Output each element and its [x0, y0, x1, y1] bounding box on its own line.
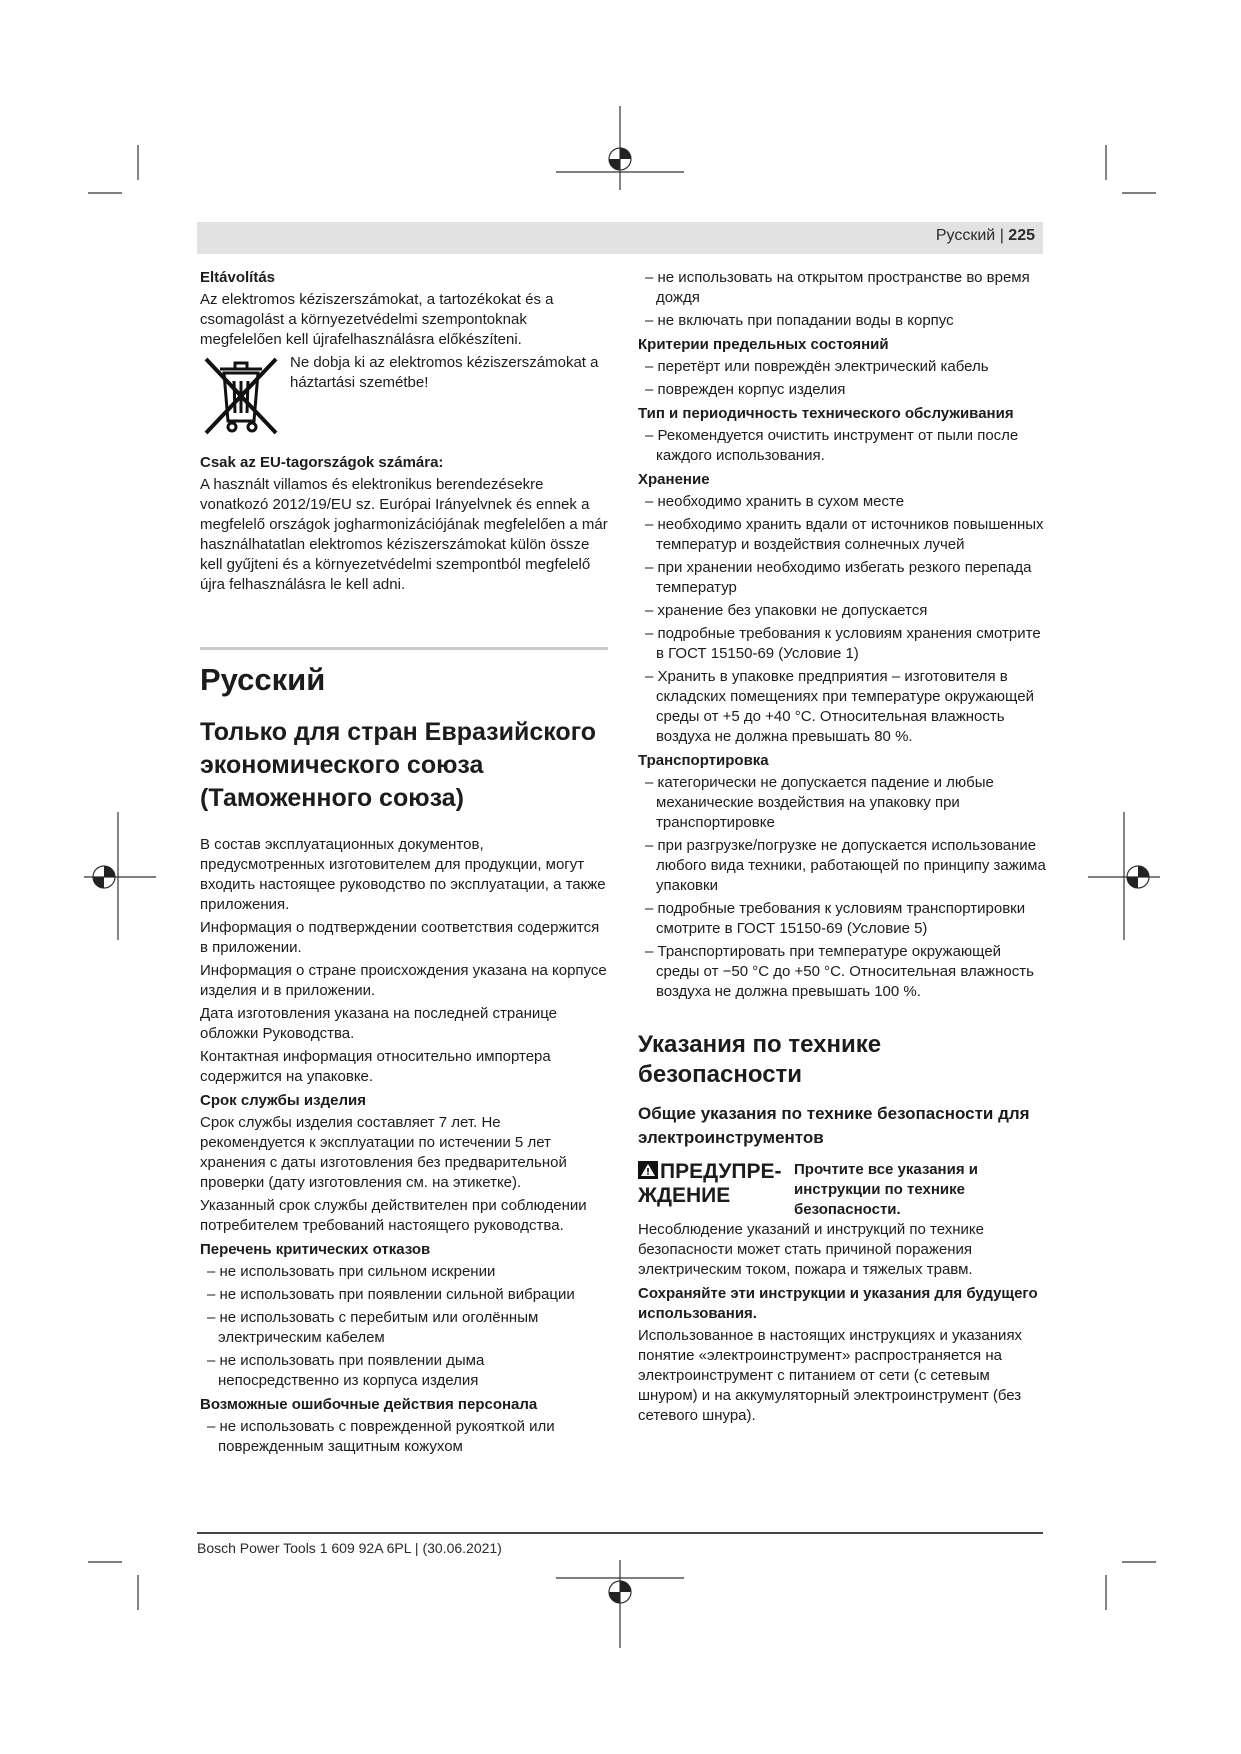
- disposal-text: Az elektromos kéziszerszámokat, a tartozékokat és a csomagolást a környezetvédelmi szempontoknak megfelelően kell újrafelhasználásra előkészíteni.: [200, 291, 554, 348]
- warning-triangle-icon: [638, 1161, 658, 1179]
- header-label: Русский | 225: [935, 227, 1035, 244]
- limit-title: Критерии предельных состояний: [638, 336, 889, 353]
- list-item: – не использовать при сильном искрении: [200, 1262, 608, 1282]
- list-item: – не использовать на открытом пространстве во время дождя: [638, 268, 1046, 308]
- crossed-bin-icon: [200, 353, 282, 439]
- failures-title: Перечень критических отказов: [200, 1241, 431, 1258]
- header-language: Русский: [935, 227, 996, 244]
- list-item: – не использовать при появлении сильной вибрации: [200, 1285, 608, 1305]
- list-item: – при хранении необходимо избегать резкого перепада температур: [638, 558, 1046, 598]
- intro-paragraph: Информация о стране происхождения указана на корпусе изделия и в приложении.: [200, 962, 607, 999]
- warning-block: [638, 1160, 1046, 1220]
- failures-list: [200, 1262, 608, 1391]
- warning-label: [638, 1160, 794, 1220]
- safety-subheading: Общие указания по технике безопасности для электроинструментов: [638, 1104, 1030, 1147]
- page-header: [197, 222, 1043, 254]
- list-item: – не использовать с поврежденной рукояткой или поврежденным защитным кожухом: [200, 1417, 608, 1457]
- list-item: – подробные требования к условиям транспортировки смотрите в ГОСТ 15150-69 (Условие 5): [638, 899, 1046, 939]
- list-item: – необходимо хранить вдали от источников повышенных температур и воздействия солнечных лучей: [638, 515, 1046, 555]
- list-item: – при разгрузке/погрузке не допускается использование любого вида техники, работающей по принципу зажима упаковки: [638, 836, 1046, 896]
- limit-list: [638, 357, 1046, 400]
- maintenance-list: [638, 426, 1046, 466]
- transport-title: Транспортировка: [638, 752, 769, 769]
- list-item: – не использовать с перебитым или оголённым электрическим кабелем: [200, 1308, 608, 1348]
- errors-list: [200, 1417, 608, 1457]
- storage-list: [638, 492, 1046, 747]
- footer-rule: [197, 1532, 1043, 1534]
- list-item: – необходимо хранить в сухом месте: [638, 492, 1046, 512]
- errors-list-continued: [638, 268, 1046, 331]
- list-item: – Транспортировать при температуре окружающей среды от −50 °C до +50 °C. Относительная влажность воздуха не должна превышать 100 %.: [638, 942, 1046, 1002]
- language-heading: Русский: [200, 662, 326, 697]
- section-divider: [200, 647, 608, 650]
- keep-instructions: Сохраняйте эти инструкции и указания для будущего использования.: [638, 1285, 1038, 1322]
- region-heading: Только для стран Евразийского экономического союза (Таможенного союза): [200, 718, 597, 812]
- service-life-note: Указанный срок службы действителен при соблюдении потребителем требований настоящего руководства.: [200, 1197, 587, 1234]
- disposal-note: Ne dobja ki az elektromos kéziszerszámokat a háztartási szemétbe!: [290, 354, 599, 391]
- disposal-notice: [200, 353, 608, 439]
- list-item: – не использовать при появлении дыма непосредственно из корпуса изделия: [200, 1351, 608, 1391]
- eu-title: Csak az EU-tagországok számára:: [200, 454, 444, 471]
- warning-label-text: ПРЕДУПРЕ-ЖДЕНИЕ: [638, 1160, 782, 1207]
- intro-paragraph: Информация о подтверждении соответствия содержится в приложении.: [200, 919, 600, 956]
- definition-text: Использованное в настоящих инструкциях и указаниях понятие «электроинструмент» распространяется на электроинструмент с питанием от сети (с сетевым шнуром) и на аккумуляторный электроинструмент (без сетевого шнура).: [638, 1327, 1023, 1424]
- storage-title: Хранение: [638, 471, 710, 488]
- service-life-title: Срок службы изделия: [200, 1092, 366, 1109]
- footer-text: Bosch Power Tools 1 609 92A 6PL | (30.06.2021): [197, 1540, 502, 1556]
- warning-bold-text: Прочтите все указания и инструкции по технике безопасности.: [794, 1161, 978, 1218]
- list-item: – перетёрт или повреждён электрический кабель: [638, 357, 1046, 377]
- page-number: 225: [1008, 227, 1035, 244]
- list-item: – поврежден корпус изделия: [638, 380, 1046, 400]
- list-item: – хранение без упаковки не допускается: [638, 601, 1046, 621]
- errors-title: Возможные ошибочные действия персонала: [200, 1396, 538, 1413]
- maintenance-title: Тип и периодичность технического обслуживания: [638, 405, 1014, 422]
- list-item: – Хранить в упаковке предприятия – изготовителя в складских помещениях при температуре окружающей среды от +5 до +40 °C. Относительная влажность воздуха не должна превышать 80 %.: [638, 667, 1046, 747]
- list-item: – не включать при попадании воды в корпус: [638, 311, 1046, 331]
- warning-text: Несоблюдение указаний и инструкций по технике безопасности может стать причиной поражения электрическим током, пожара и тяжелых травм.: [638, 1221, 984, 1278]
- right-column: [638, 268, 1046, 1429]
- transport-list: [638, 773, 1046, 1002]
- intro-paragraph: Дата изготовления указана на последней странице обложки Руководства.: [200, 1005, 558, 1042]
- eu-text: A használt villamos és elektronikus berendezésekre vonatkozó 2012/19/EU sz. Európai Irányelvnek és ennek a megfelelő országok jogharmonizációjának megfelelően a már használhatatlan elektromos kéziszerszámokat külön össze kell gyűjteni és a környezetvédelmi szempontból megfelelő újra felhasználásra le kell adni.: [200, 476, 608, 593]
- service-life-text: Срок службы изделия составляет 7 лет. Не рекомендуется к эксплуатации по истечении 5 лет хранения с даты изготовления без предварительной проверки (дату изготовления см. на этикетке).: [200, 1114, 567, 1191]
- disposal-title: Eltávolítás: [200, 269, 276, 286]
- left-column: [200, 268, 608, 1460]
- intro-paragraph: Контактная информация относительно импортера содержится на упаковке.: [200, 1048, 551, 1085]
- list-item: – Рекомендуется очистить инструмент от пыли после каждого использования.: [638, 426, 1046, 466]
- list-item: – категорически не допускается падение и любые механические воздействия на упаковку при транспортировке: [638, 773, 1046, 833]
- intro-paragraph: В состав эксплуатационных документов, предусмотренных изготовителем для продукции, могут входить настоящее руководство по эксплуатации, а также приложения.: [200, 836, 606, 913]
- safety-heading: Указания по технике безопасности: [638, 1031, 882, 1088]
- list-item: – подробные требования к условиям хранения смотрите в ГОСТ 15150-69 (Условие 1): [638, 624, 1046, 664]
